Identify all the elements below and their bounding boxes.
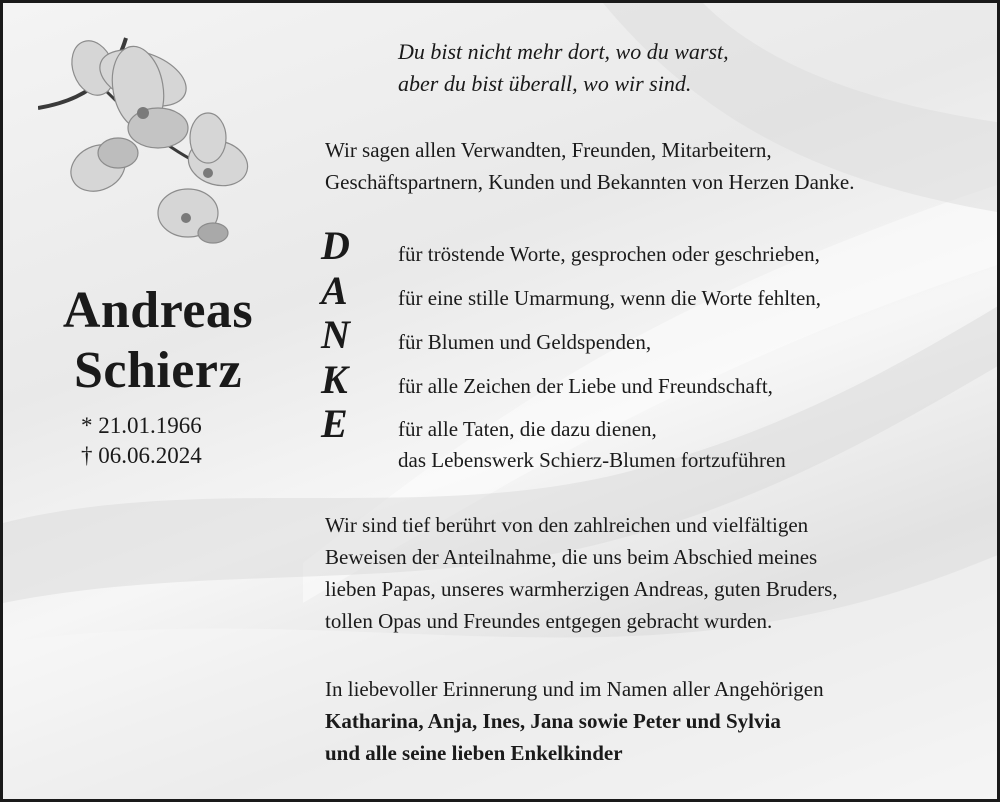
first-name: Andreas <box>62 282 254 339</box>
grandchildren-line: und alle seine lieben Enkelkinder <box>325 741 623 765</box>
motto <box>398 36 729 100</box>
danke-line: für alle Zeichen der Liebe und Freundschaft, <box>398 374 773 398</box>
paragraph-line: Wir sind tief berührt von den zahlreichen und vielfältigen <box>325 513 809 537</box>
danke-line: für Blumen und Geldspenden, <box>398 330 652 354</box>
danke-line: für eine stille Umarmung, wenn die Worte fehlten, <box>398 286 822 310</box>
danke-letter: D <box>321 223 350 268</box>
thanks-intro <box>325 134 854 198</box>
paragraph-line: Beweisen der Anteilnahme, die uns beim Abschied meines <box>325 545 818 569</box>
danke-lines <box>398 232 821 476</box>
deceased-name <box>23 281 293 401</box>
family-names: Katharina, Anja, Ines, Jana sowie Peter und Sylvia <box>325 709 781 733</box>
paragraph-line: lieben Papas, unseres warmherzigen Andreas, guten Bruders, <box>325 577 838 601</box>
danke-line: für tröstende Worte, gesprochen oder geschrieben, <box>398 242 820 266</box>
danke-line: das Lebenswerk Schierz-Blumen fortzuführen <box>398 448 786 472</box>
last-name: Schierz <box>73 342 243 399</box>
motto-line: aber du bist überall, wo wir sind. <box>398 71 692 96</box>
orchid-icon <box>38 33 258 258</box>
thanks-intro-line: Wir sagen allen Verwandten, Freunden, Mitarbeitern, <box>325 138 772 162</box>
danke-letter: N <box>321 312 350 357</box>
paragraph-line: tollen Opas und Freundes entgegen gebracht wurden. <box>325 609 773 633</box>
danke-letter: K <box>321 356 348 402</box>
motto-line: Du bist nicht mehr dort, wo du warst, <box>398 39 729 64</box>
danke-acrostic <box>321 224 371 447</box>
closing-intro: In liebevoller Erinnerung und im Namen aller Angehörigen <box>325 677 824 701</box>
closing-signature <box>325 673 824 769</box>
life-dates <box>81 411 202 471</box>
danke-line: für alle Taten, die dazu dienen, <box>398 417 657 441</box>
gratitude-paragraph <box>325 509 838 637</box>
danke-letter: E <box>321 401 348 446</box>
birth-date: * 21.01.1966 <box>81 413 202 438</box>
danke-letter: A <box>321 267 348 313</box>
thanks-intro-line: Geschäftspartnern, Kunden und Bekannten von Herzen Danke. <box>325 170 855 194</box>
death-date: † 06.06.2024 <box>81 443 202 468</box>
